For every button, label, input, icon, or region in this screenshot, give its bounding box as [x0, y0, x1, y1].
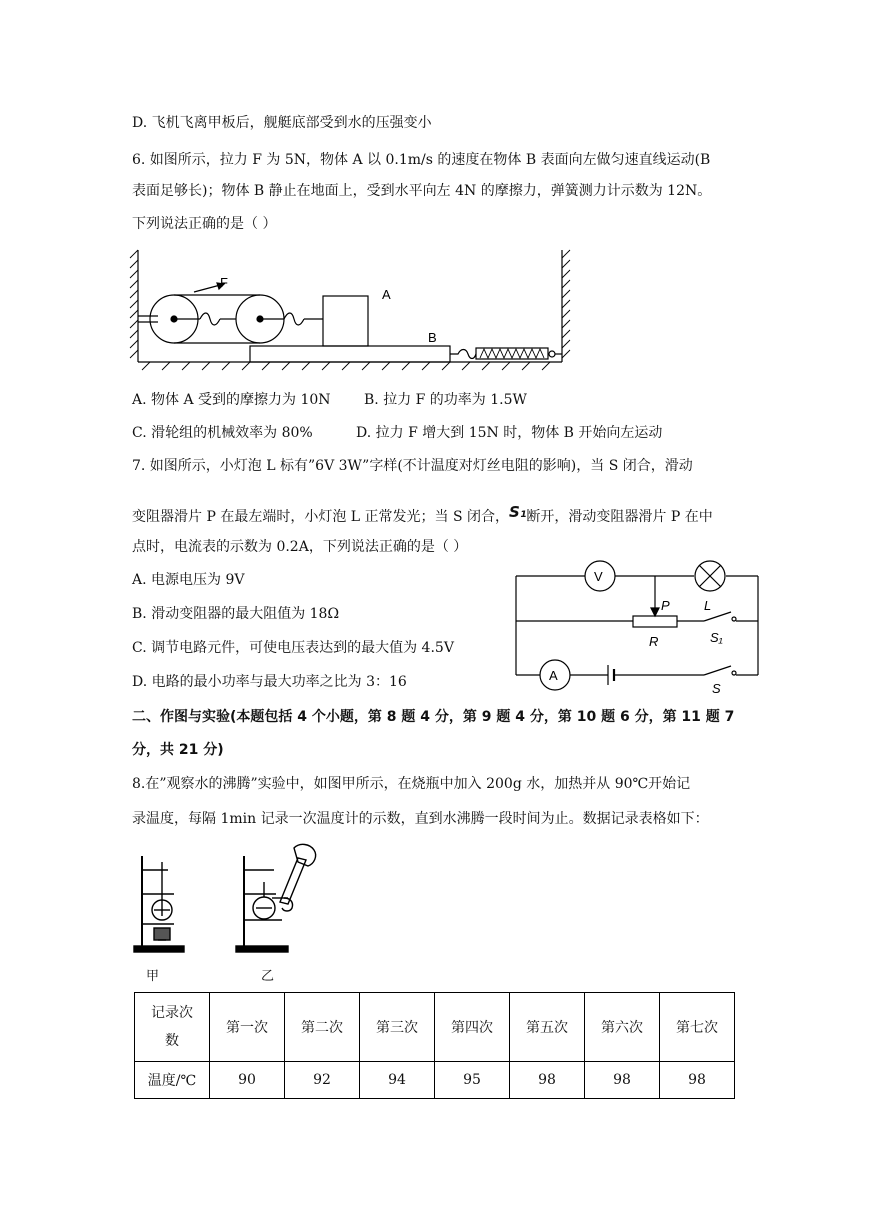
table-col-3: 第三次 [360, 993, 435, 1062]
q8-fig-yi-label: 乙 [261, 969, 275, 984]
table-row-label: 温度/℃ [135, 1062, 210, 1099]
section2-heading-line1: 二、作图与实验(本题包括 4 个小题，第 8 题 4 分，第 9 题 4 分，第 10 题 6 分，第 11 题 7 [132, 709, 735, 725]
q7-switch1-label: S₁ [710, 630, 723, 645]
q6-label-b: B [428, 330, 437, 345]
table-col-5: 第五次 [510, 993, 585, 1062]
q6-option-b: B. 拉力 F 的功率为 1.5W [364, 392, 527, 408]
q8-data-table [134, 992, 735, 1099]
table-value-5: 98 [510, 1062, 585, 1099]
q5-option-d: D. 飞机飞离甲板后，舰艇底部受到水的压强变小 [132, 115, 432, 131]
q8-apparatus-jia [128, 850, 192, 956]
q7-text-line3: 点时，电流表的示数为 0.2A，下列说法正确的是（ ） [132, 539, 468, 555]
q8-text-line1: 8.在”观察水的沸腾”实验中，如图甲所示，在烧瓶中加入 200g 水，加热并从 90℃开始记 [132, 776, 691, 792]
q6-option-c: C. 滑轮组的机械效率为 80% [132, 425, 313, 441]
q7-text-line2-a: 变阻器滑片 P 在最左端时，小灯泡 L 正常发光；当 S 闭合， [132, 509, 510, 525]
table-col-7: 第七次 [660, 993, 735, 1062]
table-value-2: 92 [285, 1062, 360, 1099]
q6-label-a: A [382, 287, 391, 302]
q7-lamp-label: L [704, 598, 712, 613]
q7-ammeter-label: A [549, 668, 558, 683]
q7-option-b: B. 滑动变阻器的最大阻值为 18Ω [132, 606, 340, 622]
table-col-6: 第六次 [585, 993, 660, 1062]
q6-label-f: F [220, 275, 228, 290]
q7-text-line2 [132, 503, 713, 526]
q7-text-line1: 7. 如图所示，小灯泡 L 标有”6V 3W”字样(不计温度对灯丝电阻的影响)，当 S 闭合，滑动 [132, 458, 693, 474]
q8-text-line2: 录温度，每隔 1min 记录一次温度计的示数，直到水沸腾一段时间为止。数据记录表格如下： [132, 811, 709, 827]
table-value-7: 98 [660, 1062, 735, 1099]
q6-option-d: D. 拉力 F 增大到 15N 时，物体 B 开始向左运动 [356, 425, 663, 441]
q6-option-a: A. 物体 A 受到的摩擦力为 10N [132, 392, 331, 408]
q7-option-a: A. 电源电压为 9V [132, 572, 245, 588]
q7-slider-label: P [661, 598, 670, 613]
q6-text-line3: 下列说法正确的是（ ） [132, 216, 277, 232]
table-value-1: 90 [210, 1062, 285, 1099]
q7-s1-symbol: S₁ [509, 503, 527, 521]
q6-pulley-figure [128, 244, 578, 372]
q6-text-line1: 6. 如图所示，拉力 F 为 5N，物体 A 以 0.1m/s 的速度在物体 B 表面向左做匀速直线运动(B [132, 152, 711, 168]
table-value-3: 94 [360, 1062, 435, 1099]
table-col-1: 第一次 [210, 993, 285, 1062]
q6-text-line2: 表面足够长)；物体 B 静止在地面上，受到水平向左 4N 的摩擦力，弹簧测力计示数为 12N。 [132, 183, 712, 199]
q7-voltmeter-label: V [594, 569, 603, 584]
q7-option-c: C. 调节电路元件，可使电压表达到的最大值为 4.5V [132, 640, 454, 656]
q7-circuit-diagram [508, 558, 766, 698]
table-col-2: 第二次 [285, 993, 360, 1062]
q7-switch-label: S [712, 681, 721, 696]
section2-heading-line2: 分，共 21 分) [132, 742, 224, 758]
table-value-6: 98 [585, 1062, 660, 1099]
table-col-4: 第四次 [435, 993, 510, 1062]
table-value-4: 95 [435, 1062, 510, 1099]
q7-text-line2-b: 断开，滑动变阻器滑片 P 在中 [526, 509, 713, 525]
q7-option-d: D. 电路的最小功率与最大功率之比为 3：16 [132, 674, 407, 690]
table-header-label: 记录次数 [135, 993, 210, 1062]
q7-resistor-label: R [649, 634, 659, 649]
q8-fig-jia-label: 甲 [146, 969, 160, 984]
q8-apparatus-yi [232, 838, 322, 956]
